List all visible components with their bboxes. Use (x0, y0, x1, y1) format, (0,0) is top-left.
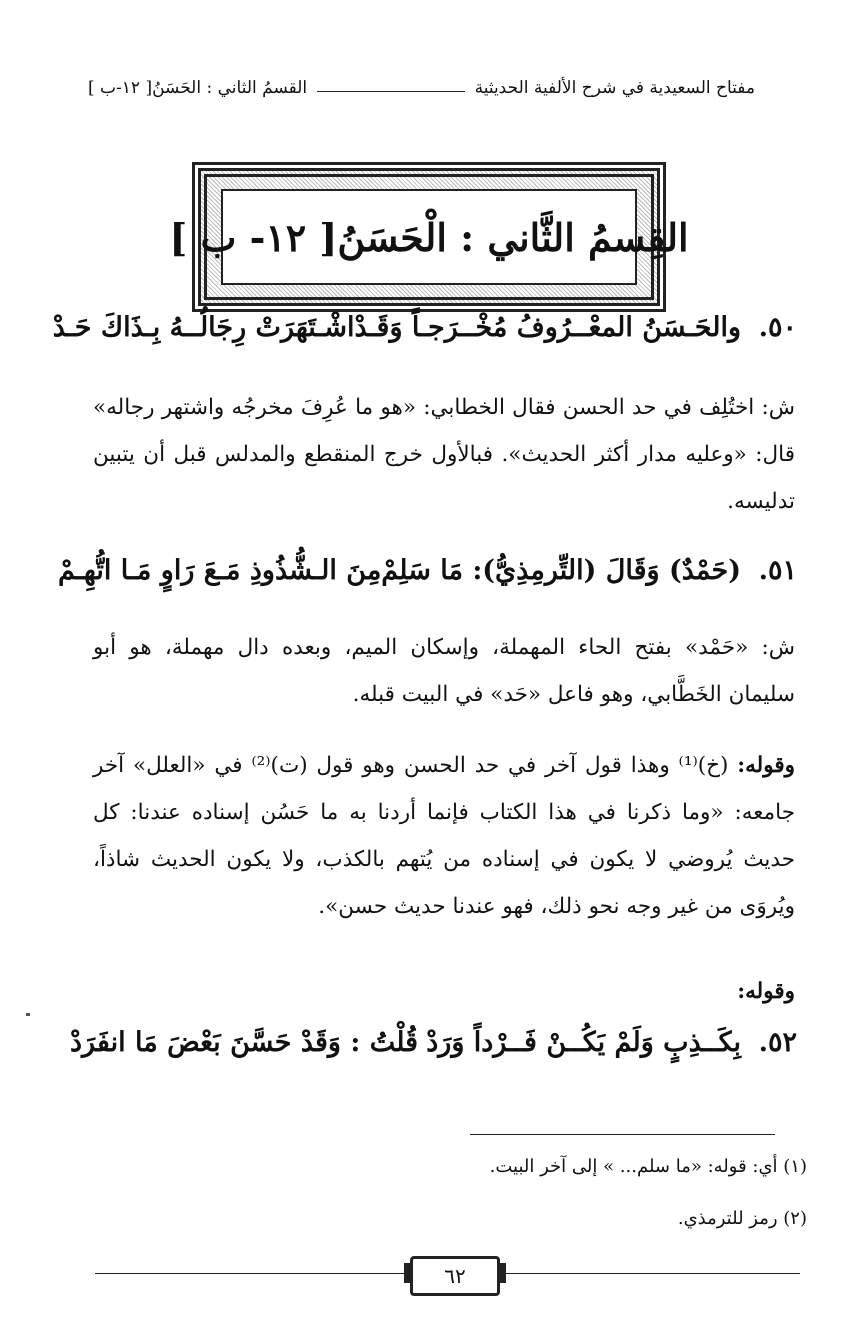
paragraph-text: ش: اختُلِف في حد الحسن فقال الخطابي: «هو ما عُرِفَ مخرجُه واشتهر رجاله» قال: «وعليه مدار أكثر الحديث». فبالأول خرج المنقطع والمدلس قبل أن يتبين تدليسه. (93, 395, 795, 514)
header-book-title: مفتاح السعيدية في شرح الألفية الحديثية (474, 78, 755, 98)
page-number: ٦٢ (410, 1256, 500, 1296)
commentary-paragraph-4 (93, 968, 795, 1015)
scan-speck (26, 1013, 30, 1016)
verse-51 (58, 555, 797, 586)
commentary-paragraph-3 (93, 742, 795, 930)
verse-52 (70, 1027, 797, 1058)
verse-hemistich-first: بِكَــذِبٍ وَلَمْ يَكُــنْ فَــرْداً وَرَدْ (426, 1027, 741, 1058)
paragraph-text: (خ)⁽¹⁾ وهذا قول آخر في حد الحسن وهو قول (ت)⁽²⁾ في «العلل» آخر جامعه: «وما ذكرنا في هذا الكتاب فإنما أردنا به ما حَسُن إسناده عندنا: كل حديث يُروضي لا يكون في إسناده من يُتهم بالكذب، ولا يكون الحديث شاذاً، ويُروَى من غير وجه نحو ذلك، فهو عندنا حديث حسن». (93, 753, 795, 919)
folio-rule-right (500, 1273, 800, 1274)
commentary-paragraph-1 (93, 384, 795, 525)
chapter-title-panel (169, 189, 689, 285)
footnote-separator (470, 1134, 775, 1135)
commentary-paragraph-2 (93, 624, 795, 718)
verse-hemistich-second: قُلْتُ : وَقَدْ حَسَّنَ بَعْضَ مَا انفَرَدْ (70, 1027, 419, 1058)
paragraph-lead: وقوله: (737, 753, 795, 778)
verse-number: ٥٠. (758, 312, 797, 343)
verse-number: ٥٢. (758, 1027, 797, 1058)
footnote-2: (٢) رمز للترمذي. (677, 1208, 807, 1229)
verse-hemistich-second: اشْـتَهَرَتْ رِجَالُــهُ بِـذَاكَ حَـدْ (52, 312, 355, 343)
footnote-1: (١) أي: قوله: «ما سلم... » إلى آخر البيت. (489, 1156, 807, 1177)
verse-hemistich-first: والحَـسَنُ المعْــرُوفُ مُخْــرَجـاً وَقَـدْ (354, 312, 741, 343)
paragraph-lead: وقوله: (737, 979, 795, 1004)
chapter-title-frame (169, 168, 689, 306)
verse-50 (52, 312, 797, 343)
running-header (88, 78, 755, 98)
verse-hemistich-second: مِنَ الـشُّذُوذِ مَـعَ رَاوٍ مَـا اتُّهِـمْ (58, 555, 382, 586)
verse-hemistich-first: (حَمْدٌ) وَقَالَ (التِّرمِذِيُّ): مَا سَلِمْ (381, 555, 741, 586)
header-rule (317, 91, 464, 92)
verse-number: ٥١. (758, 555, 797, 586)
paragraph-text: ش: «حَمْد» بفتح الحاء المهملة، وإسكان الميم، وبعده دال مهملة، هو أبو سليمان الخَطَّابي، وهو فاعل «حَد» في البيت قبله. (93, 635, 795, 707)
header-section: القسمُ الثاني : الحَسَنُ[ ١٢-ب ] (88, 78, 308, 98)
folio-rule-left (95, 1273, 405, 1274)
chapter-title: القِسمُ الثَّاني : الْحَسَنُ[ ١٢- ب ] (169, 214, 689, 260)
